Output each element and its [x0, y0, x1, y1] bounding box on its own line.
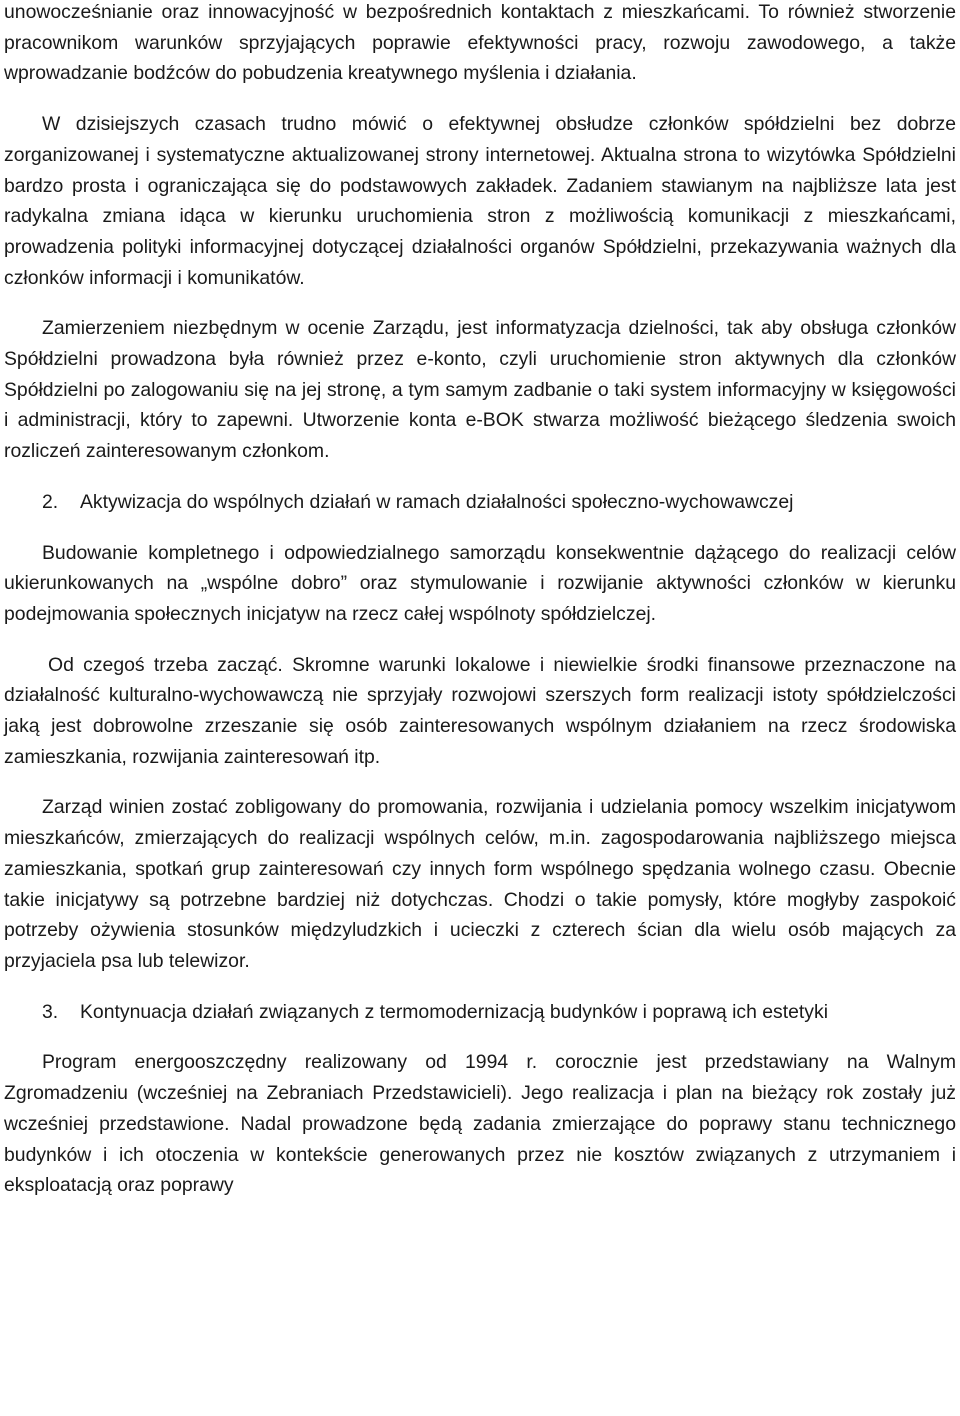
spacer — [4, 467, 956, 487]
spacer — [4, 518, 956, 538]
paragraph-6: Zarząd winien zostać zobligowany do promowania, rozwijania i udzielania pomocy wszelkim inicjatywom mieszkańców, zmierzających do realizacji wspólnych celów, m.in. zagospodarowania najbliższego miejsca zamieszkania, spotkań grup zainteresowań czy innych form wspólnego spędzania wolnego czasu. Obecnie takie inicjatywy są potrzebne bardziej niż dotychczas. Chodzi o takie pomysły, które mogłyby zaspokoić potrzeby ożywienia stosunków międzyludzkich i ucieczki z czterech ścian dla wielu osób mających za przyjaciela psa lub telewizor. — [4, 796, 956, 972]
paragraph-1: unowocześnianie oraz innowacyjność w bezpośrednich kontaktach z mieszkańcami. To również stworzenie pracownikom warunków sprzyjających poprawie efektywności pracy, rozwoju zawodowego, a także wprowadzanie bodźców do pobudzenia kreatywnego myślenia i działania. — [4, 1, 956, 85]
section-heading-2 — [4, 487, 956, 518]
section-title: Kontynuacja działań związanych z termomodernizacją budynków i poprawą ich estetyki — [80, 1000, 828, 1023]
spacer — [4, 293, 956, 313]
section-number: 3. — [42, 1000, 59, 1023]
paragraph-3: Zamierzeniem niezbędnym w ocenie Zarządu, jest informatyzacja dzielności, tak aby obsługa członków Spółdzielni prowadzona była również przez e-konto, czyli uruchomienie stron aktywnych dla członków Spółdzielni po zalogowaniu się na jej stronę, a tym samym zadbanie o taki system informacyjny w księgowości i administracji, który to zapewni. Utworzenie konta e-BOK stwarza możliwość bieżącego śledzenia swoich rozliczeń zainteresowanym członkom. — [4, 317, 956, 463]
paragraph-4: Budowanie kompletnego i odpowiedzialnego samorządu konsekwentnie dążącego do realizacji celów ukierunkowanych na „wspólne dobro” oraz stymulowanie i rozwijanie aktywności członków w kierunku podejmowania społecznych inicjatyw na rzecz całej wspólnoty spółdzielczej. — [4, 541, 956, 625]
spacer — [4, 772, 956, 792]
paragraph-5: Od czegoś trzeba zacząć. Skromne warunki lokalowe i niewielkie środki finansowe przeznaczone na działalność kulturalno-wychowawczą nie sprzyjały rozwojowi szerszych form realizacji istoty spółdzielczości jaką jest dobrowolne zrzeszanie się osób zainteresowanych wspólnym działaniem na rzecz środowiska zamieszkania, rozwijania zainteresowań itp. — [4, 653, 956, 768]
spacer — [4, 1027, 956, 1047]
spacer — [4, 977, 956, 997]
section-title: Aktywizacja do wspólnych działań w ramach działalności społeczno-wychowawczej — [80, 490, 794, 513]
paragraph-2: W dzisiejszych czasach trudno mówić o efektywnej obsłudze członków spółdzielni bez dobrze zorganizowanej i systematyczne aktualizowanej strony internetowej. Aktualna strona to wizytówka Spółdzielni bardzo prosta i ograniczająca się do podstawowych zakładek. Zadaniem stawianym na najbliższe lata jest radykalna zmiana idąca w kierunku uruchomienia stron z możliwością komunikacji z mieszkańcami, prowadzenia polityki informacyjnej dotyczącej działalności organów Spółdzielni, przekazywania ważnych dla członków informacji i komunikatów. — [4, 113, 956, 289]
paragraph-7: Program energooszczędny realizowany od 1994 r. corocznie jest przedstawiany na Walnym Zgromadzeniu (wcześniej na Zebraniach Przedstawicieli). Jego realizacja i plan na bieżący rok zostały już wcześniej przedstawione. Nadal prowadzone będą zadania zmierzające do poprawy stanu technicznego budynków i ich otoczenia w kontekście generowanych przez nie kosztów związanych z utrzymaniem i eksploatacją oraz poprawy — [4, 1051, 956, 1197]
spacer — [4, 630, 956, 650]
section-number: 2. — [42, 490, 59, 513]
spacer — [4, 89, 956, 109]
section-heading-3 — [4, 997, 956, 1028]
